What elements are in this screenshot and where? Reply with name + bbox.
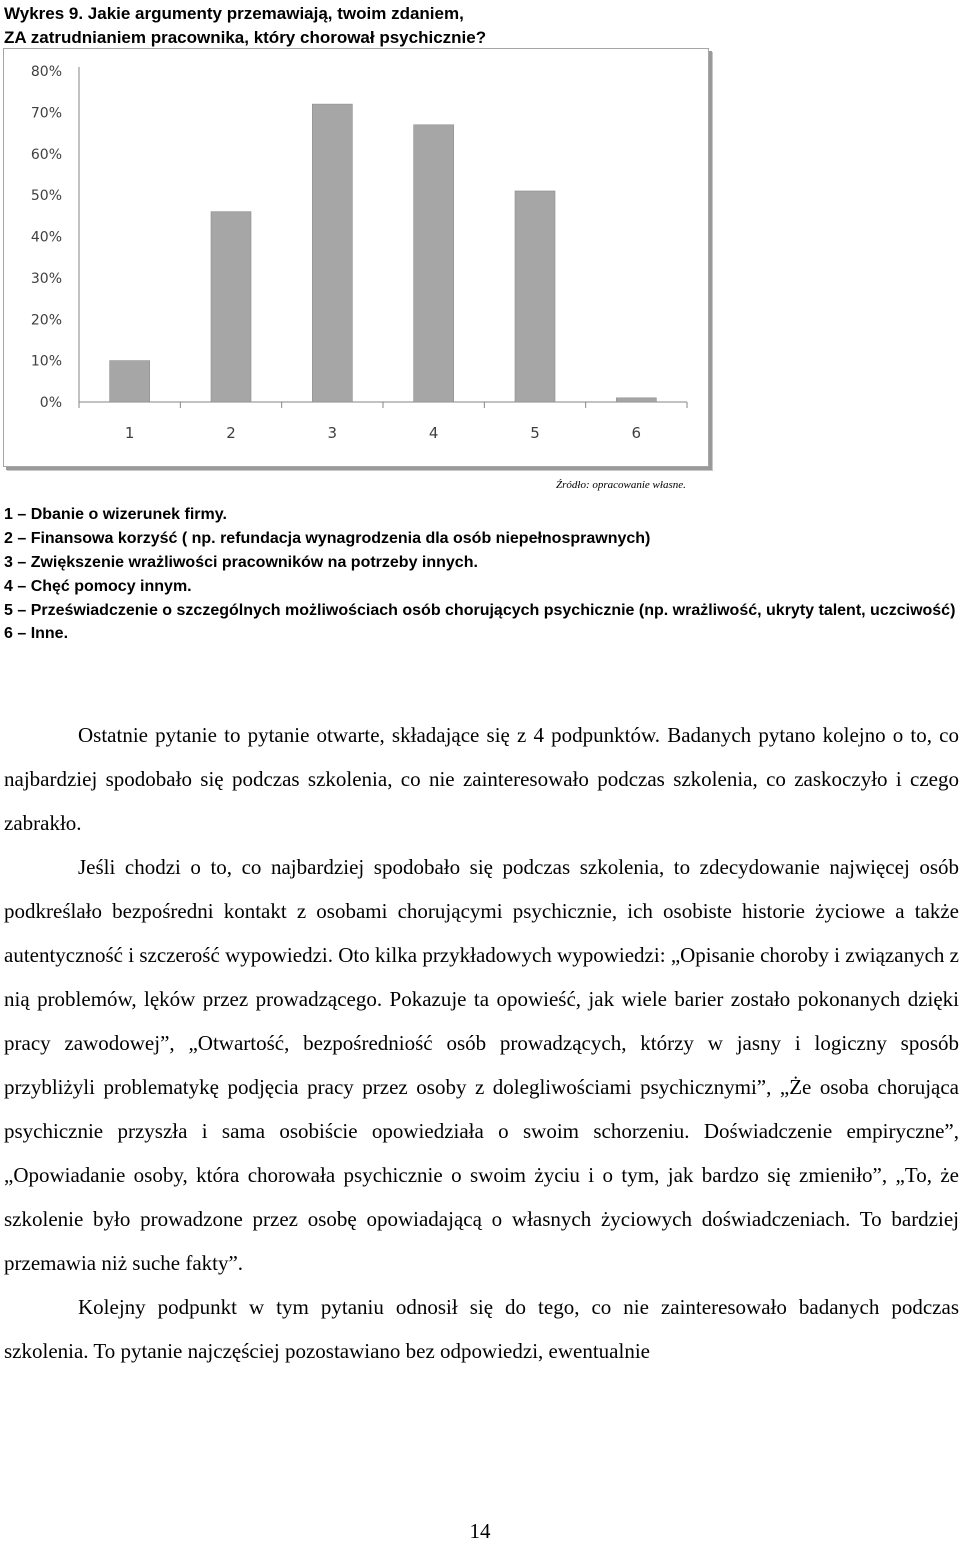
bar-2 — [211, 212, 251, 402]
chart-legend — [4, 503, 960, 646]
bar-4 — [414, 125, 454, 402]
paragraph-2: Jeśli chodzi o to, co najbardziej spodobało się podczas szkolenia, to zdecydowanie najwięcej osób podkreślało bezpośredni kontakt z osobami chorującymi psychicznie, ich osobiste historie życiowe a także autentyczność i szczerość wypowiedzi. Oto kilka przykładowych wypowiedzi: „Opisanie choroby i związanych z nią problemów, lęków przez prowadzącego. Pokazuje ta opowieść, jak wiele barier zostało pokonanych dzięki pracy zawodowej”, „Otwartość, bezpośredniość osób prowadzących, którzy w jasny i logiczny sposób przybliżyli problematykę podjęcia pracy przez osoby z dolegliwościami psychicznymi”, „Że osoba chorująca psychicznie przyszła i sama osobiście opowiedziała o swoim schorzeniu. Doświadczenie empiryczne”, „Opowiadanie osoby, która chorowała psychicznie o swoim życiu i o tym, jak bardzo się zmieniło”, „To, że szkolenie było prowadzone przez osobę opowiadającą o własnych życiowych doświadczeniach. To bardziej przemawia niż suche fakty”. — [4, 855, 959, 1275]
bar-6 — [616, 398, 656, 402]
x-tick-label: 2 — [226, 424, 236, 442]
figure-title-line-1: Wykres 9. Jakie argumenty przemawiają, twoim zdaniem, — [4, 4, 464, 23]
y-tick-label: 20% — [30, 312, 62, 329]
legend-item-2: 2 – Finansowa korzyść ( np. refundacja wynagrodzenia dla osób niepełnosprawnych) — [4, 530, 651, 547]
figure-title-line-2: ZA zatrudnianiem pracownika, który chorował psychicznie? — [4, 28, 487, 47]
x-tick-label: 3 — [327, 424, 338, 442]
y-tick-label: 0% — [39, 395, 62, 411]
bar-5 — [515, 191, 555, 402]
y-tick-label: 50% — [30, 188, 62, 205]
y-tick-label: 40% — [30, 229, 62, 246]
x-tick-label: 1 — [124, 424, 135, 442]
bar-1 — [110, 361, 150, 402]
figure-source: Źródło: opracowanie własne. — [556, 479, 686, 491]
x-tick-label: 4 — [428, 424, 439, 442]
chart-frame — [3, 48, 709, 467]
legend-item-5: 5 – Przeświadczenie o szczególnych możliwościach osób chorujących psychicznie (np. wrażliwość, ukryty talent, uczciwość) — [4, 602, 956, 619]
y-tick-label: 70% — [30, 105, 62, 122]
y-tick-label: 10% — [30, 353, 62, 370]
bar-3 — [312, 104, 352, 402]
paragraph-3: Kolejny podpunkt w tym pytaniu odnosił się do tego, co nie zainteresowało badanych podczas szkolenia. To pytanie najczęściej pozostawiano bez odpowiedzi, ewentualnie — [4, 1295, 959, 1363]
y-tick-label: 80% — [30, 64, 62, 80]
x-tick-label: 5 — [530, 424, 540, 442]
y-tick-label: 60% — [30, 146, 62, 163]
legend-item-4: 4 – Chęć pomocy innym. — [4, 578, 192, 595]
figure-title — [4, 2, 904, 50]
page-number: 14 — [469, 1519, 491, 1543]
legend-item-6: 6 – Inne. — [4, 625, 69, 642]
legend-item-1: 1 – Dbanie o wizerunek firmy. — [4, 506, 227, 523]
paragraph-1: Ostatnie pytanie to pytanie otwarte, składające się z 4 podpunktów. Badanych pytano kolejno o to, co najbardziej spodobało się podczas szkolenia, co nie zainteresowało podczas szkolenia, co zaskoczyło i czego zabrakło. — [4, 723, 959, 835]
body-text — [4, 713, 959, 1373]
x-tick-label: 6 — [631, 424, 642, 442]
legend-item-3: 3 – Zwiększenie wrażliwości pracowników na potrzeby innych. — [4, 554, 478, 571]
y-tick-label: 30% — [30, 270, 62, 287]
bar-chart — [4, 49, 708, 466]
